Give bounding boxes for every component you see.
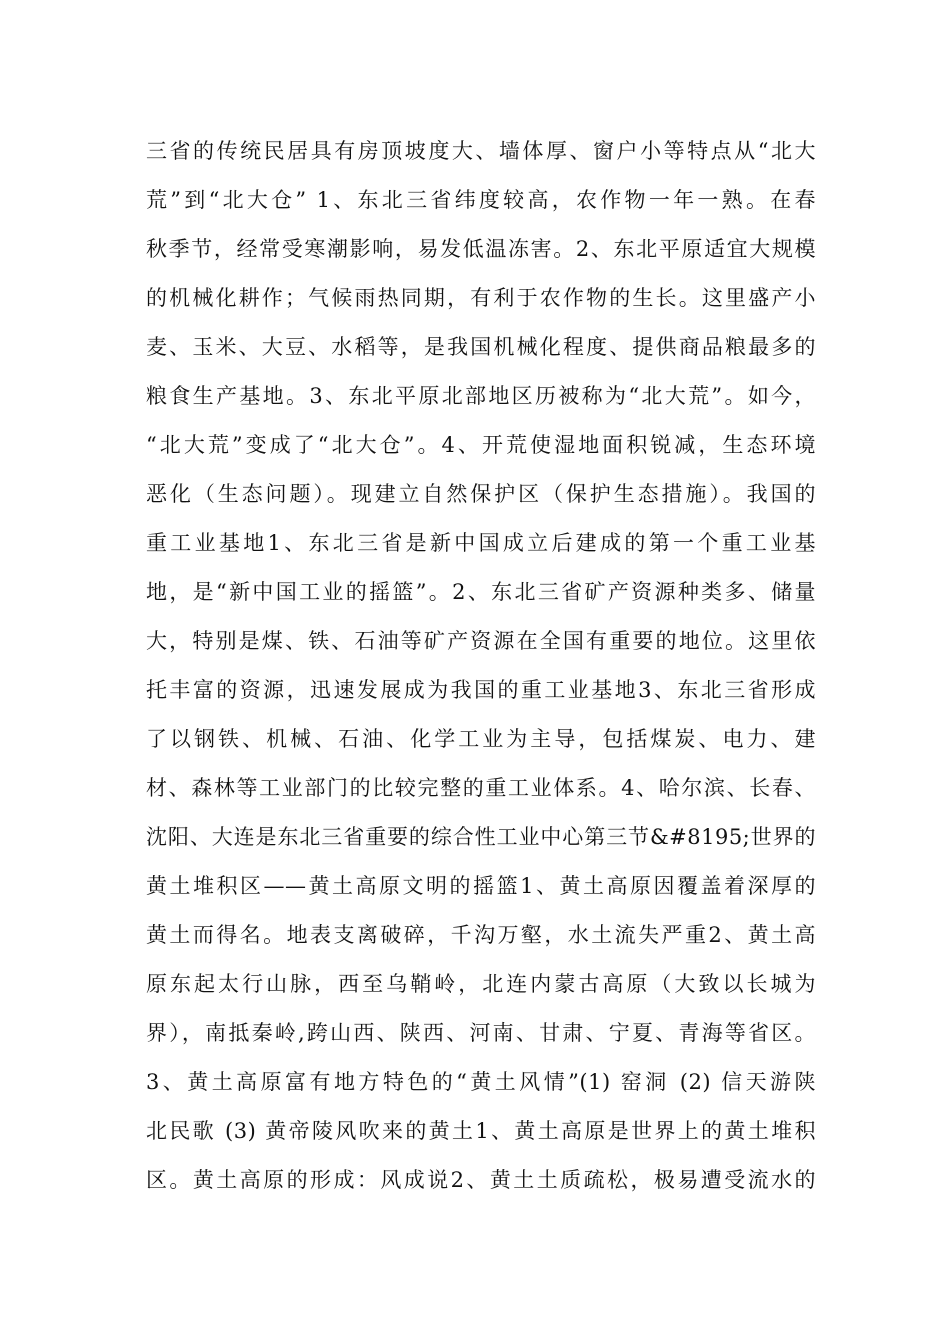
text-line: 重工业基地1、东北三省是新中国成立后建成的第一个重工业基 (146, 531, 816, 555)
text-line: 北民歌 (3) 黄帝陵风吹来的黄土1、黄土高原是世界上的黄土堆积 (146, 1119, 816, 1143)
text-line: 托丰富的资源，迅速发展成为我国的重工业基地3、东北三省形成 (146, 678, 816, 702)
text-line: 区。黄土高原的形成：风成说2、黄土土质疏松，极易遭受流水的 (146, 1168, 816, 1192)
text-line: 了以钢铁、机械、石油、化学工业为主导，包括煤炭、电力、建 (146, 727, 816, 751)
text-line: 沈阳、大连是东北三省重要的综合性工业中心第三节&#8195;世界的 (146, 825, 816, 849)
text-line: 界），南抵秦岭,跨山西、陕西、河南、甘肃、宁夏、青海等省区。 (146, 1021, 816, 1045)
document-body-text (146, 131, 816, 1209)
text-line: 荒”到“北大仓” 1、东北三省纬度较高，农作物一年一熟。在春 (146, 188, 816, 212)
text-line: 黄土堆积区——黄土高原文明的摇篮1、黄土高原因覆盖着深厚的 (146, 874, 816, 898)
text-line: 的机械化耕作；气候雨热同期，有利于农作物的生长。这里盛产小 (146, 286, 816, 310)
text-line: 三省的传统民居具有房顶坡度大、墙体厚、窗户小等特点从“北大 (146, 139, 816, 163)
text-line: 黄土而得名。地表支离破碎，千沟万壑，水土流失严重2、黄土高 (146, 923, 816, 947)
text-line: 地，是“新中国工业的摇篮”。2、东北三省矿产资源种类多、储量 (146, 580, 816, 604)
text-line: 3、黄土高原富有地方特色的“黄土风情”(1) 窑洞 (2) 信天游陕 (146, 1070, 816, 1094)
text-line: 麦、玉米、大豆、水稻等，是我国机械化程度、提供商品粮最多的 (146, 335, 816, 359)
text-line: “北大荒”变成了“北大仓”。4、开荒使湿地面积锐减，生态环境 (146, 433, 816, 457)
text-line: 恶化（生态问题）。现建立自然保护区（保护生态措施）。我国的 (146, 482, 816, 506)
text-line: 秋季节，经常受寒潮影响，易发低温冻害。2、东北平原适宜大规模 (146, 237, 816, 261)
text-line: 大，特别是煤、铁、石油等矿产资源在全国有重要的地位。这里依 (146, 629, 816, 653)
text-line: 原东起太行山脉，西至乌鞘岭，北连内蒙古高原（大致以长城为 (146, 972, 816, 996)
text-line: 粮食生产基地。3、东北平原北部地区历被称为“北大荒”。如今， (146, 384, 816, 408)
text-line: 材、森林等工业部门的比较完整的重工业体系。4、哈尔滨、长春、 (146, 776, 816, 800)
